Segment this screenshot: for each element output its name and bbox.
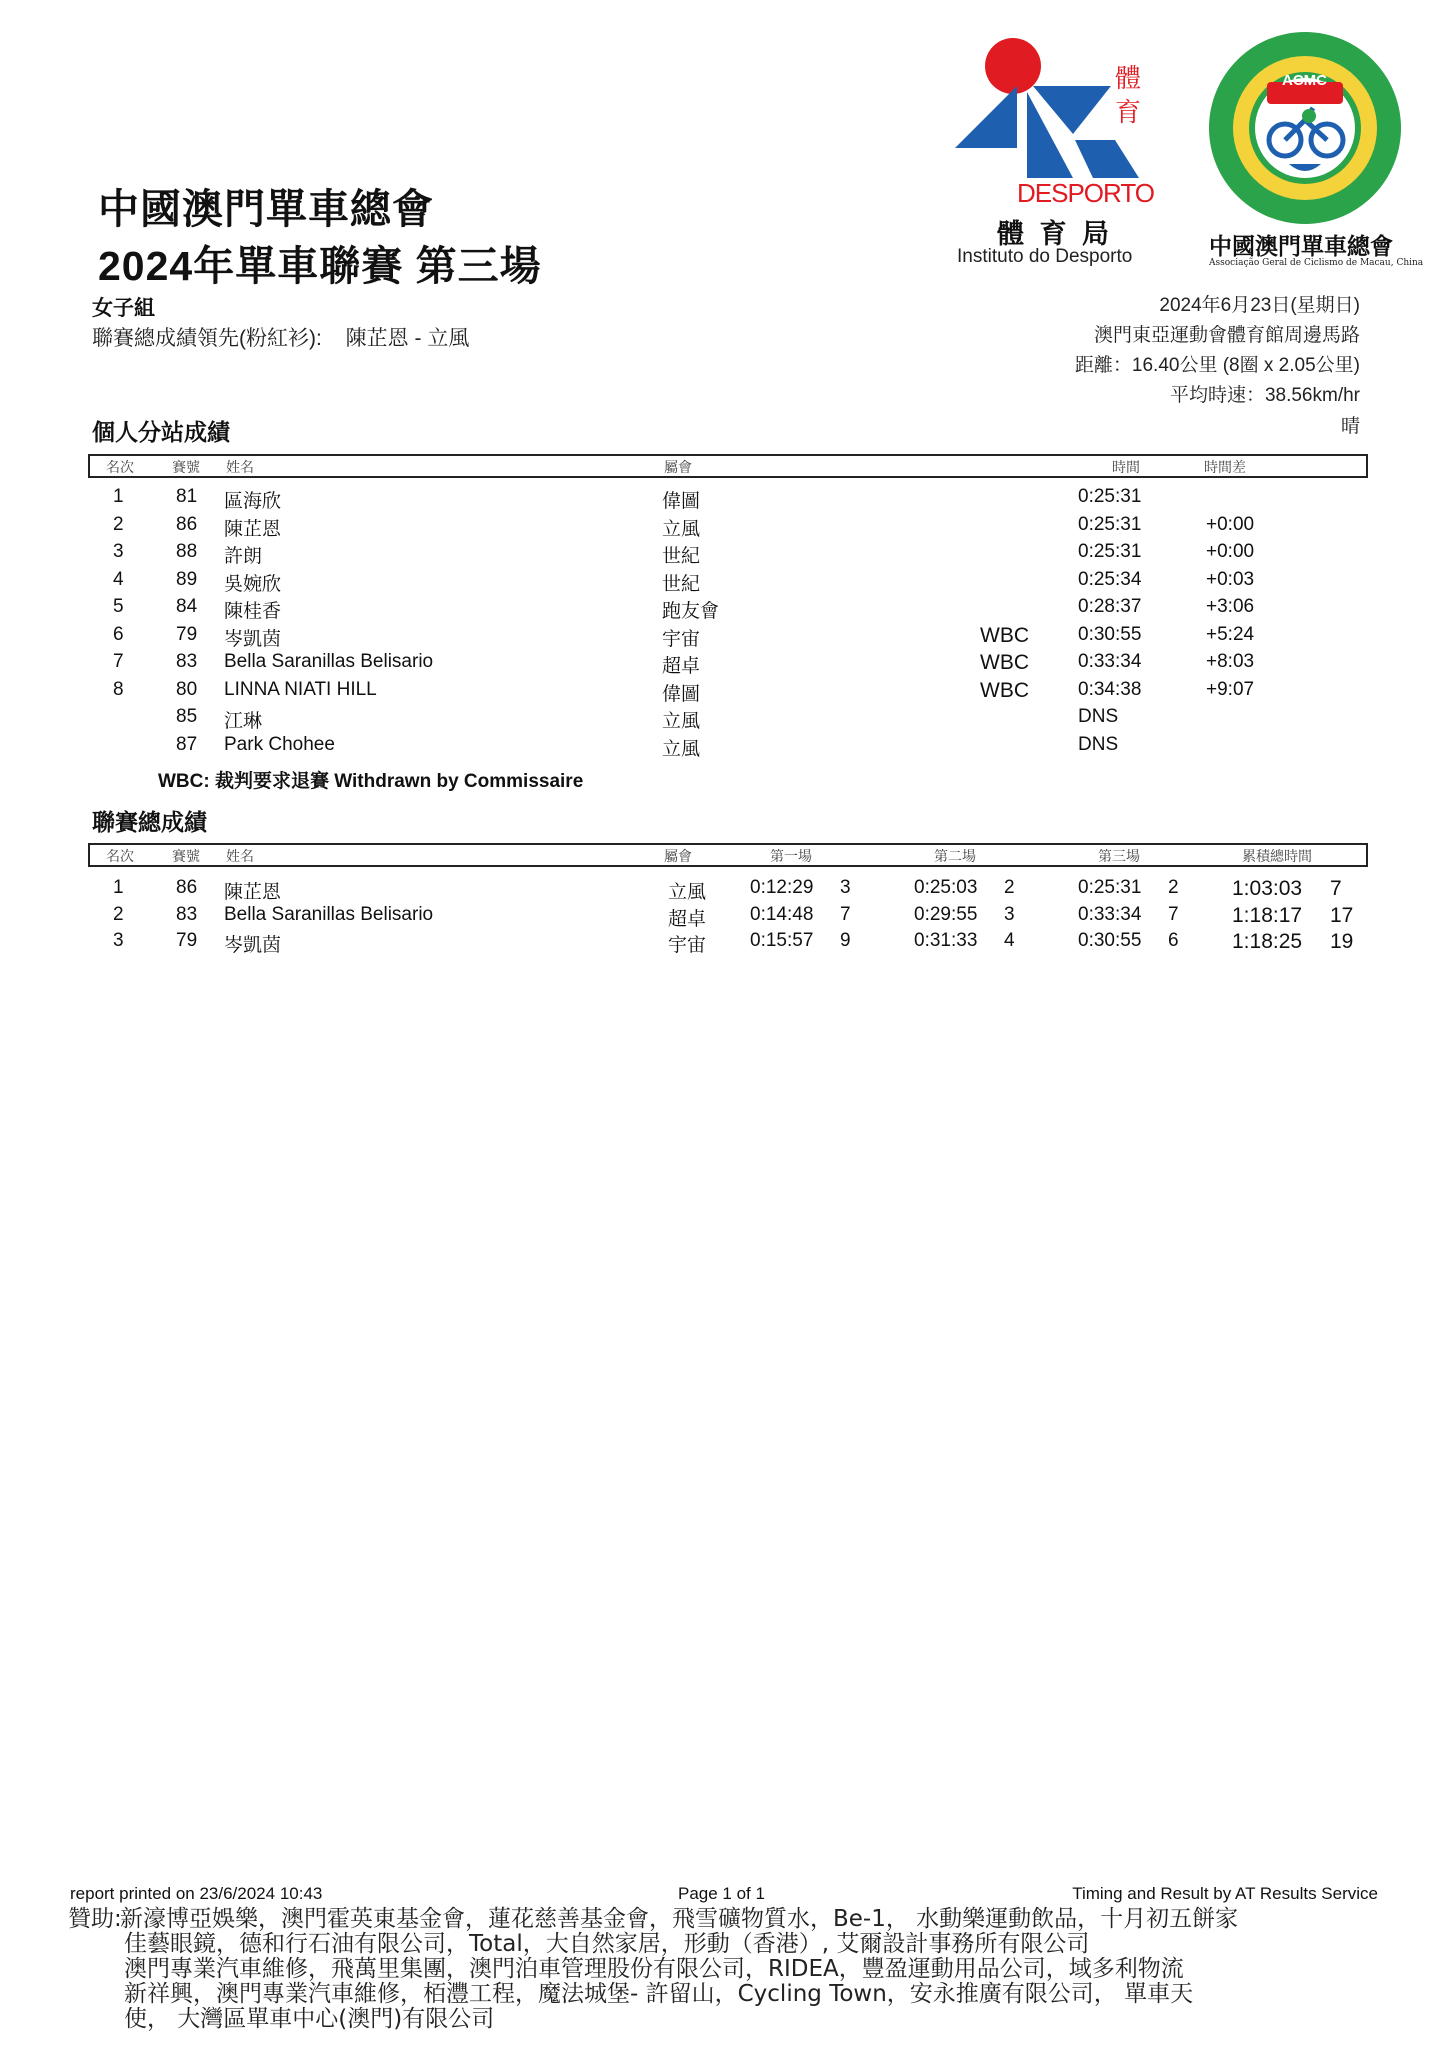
name-cell: 區海欣 — [224, 491, 282, 512]
total-points: 17 — [1330, 903, 1354, 927]
club-cell: 立風 — [662, 518, 701, 540]
round-3-points: 7 — [1168, 903, 1179, 925]
rank-cell: 6 — [113, 623, 124, 645]
event-distance: 距離：16.40公里 (8圈 x 2.05公里) — [1074, 355, 1360, 376]
league-leader — [92, 322, 469, 352]
col-round-2: 第二場 — [934, 848, 976, 864]
col-rank: 名次 — [106, 848, 134, 864]
table-row — [0, 877, 1448, 905]
name-cell: Bella Saranillas Belisario — [224, 903, 434, 925]
bib-cell: 86 — [176, 513, 198, 535]
club-cell: 宇宙 — [662, 628, 701, 650]
gap-cell: +5:24 — [1206, 623, 1255, 645]
bib-cell: 80 — [176, 678, 198, 700]
name-cell: Bella Saranillas Belisario — [224, 651, 434, 672]
total-time: 1:18:17 — [1232, 903, 1303, 927]
round-2-time: 0:31:33 — [914, 930, 978, 951]
table-row — [0, 514, 1448, 542]
club-cell: 偉圖 — [662, 683, 701, 705]
bib-cell: 89 — [176, 568, 198, 590]
club-cell: 超卓 — [662, 656, 701, 677]
gap-cell: +0:00 — [1206, 513, 1255, 535]
rank-cell: 4 — [113, 568, 124, 590]
total-points: 7 — [1330, 877, 1342, 900]
round-3-points: 2 — [1168, 877, 1179, 898]
club-cell: 世紀 — [662, 573, 701, 595]
time-cell: 0:25:31 — [1078, 513, 1142, 535]
category-label: 女子組 — [92, 297, 155, 320]
time-cell: DNS — [1078, 706, 1119, 727]
bib-cell: 79 — [176, 930, 198, 951]
table-row — [0, 624, 1448, 652]
status-cell: WBC — [980, 651, 1029, 674]
league-leader-value: 陳芷恩 - 立風 — [345, 327, 470, 350]
sponsors — [68, 1906, 1239, 2032]
sponsor-line: 澳門專業汽車維修，飛萬里集團，澳門泊車管理股份有限公司，RIDEA，豐盈運動用品公司，域多利物流 — [124, 1956, 1184, 1982]
col-club: 屬會 — [664, 459, 692, 475]
name-cell: 吳婉欣 — [224, 573, 282, 595]
col-round-3: 第三場 — [1098, 848, 1140, 864]
bib-cell: 83 — [176, 903, 198, 925]
time-cell: 0:25:34 — [1078, 568, 1142, 590]
round-2-points: 4 — [1004, 930, 1015, 951]
name-cell: 陳芷恩 — [224, 882, 282, 903]
col-name: 姓名 — [226, 459, 254, 475]
col-bib: 賽號 — [172, 459, 200, 475]
acmc-badge-text: ACMC — [1282, 72, 1327, 89]
total-points: 19 — [1330, 930, 1354, 953]
table-row — [0, 596, 1448, 624]
club-cell: 立風 — [662, 711, 701, 732]
status-cell: WBC — [980, 678, 1029, 702]
club-cell: 宇宙 — [668, 935, 707, 956]
report-title-association: 中國澳門單車總會 — [98, 186, 434, 232]
event-weather: 晴 — [1340, 416, 1360, 437]
table-row — [0, 734, 1448, 762]
club-cell: 立風 — [668, 882, 707, 903]
round-1-points: 9 — [840, 930, 851, 951]
bib-cell: 85 — [176, 706, 198, 727]
time-cell: 0:33:34 — [1078, 651, 1142, 672]
table-row — [0, 651, 1448, 679]
name-cell: LINNA NIATI HILL — [224, 678, 377, 700]
rank-cell: 3 — [113, 930, 124, 951]
gap-cell: +0:00 — [1206, 541, 1255, 562]
time-cell: DNS — [1078, 733, 1119, 755]
name-cell: 許朗 — [224, 546, 263, 567]
desporto-logo — [955, 30, 1155, 280]
timing-credit: Timing and Result by AT Results Service — [1072, 1884, 1378, 1903]
rank-cell: 5 — [113, 596, 124, 617]
round-1-time: 0:14:48 — [750, 903, 814, 925]
bib-cell: 81 — [176, 486, 198, 507]
desporto-pt-name: Instituto do Desporto — [957, 246, 1133, 267]
gap-cell: +3:06 — [1206, 596, 1255, 617]
table-row — [0, 930, 1448, 958]
league-standings-title: 聯賽總成績 — [92, 809, 207, 835]
table-row — [0, 904, 1448, 932]
round-3-points: 6 — [1168, 930, 1179, 951]
col-total: 累積總時間 — [1242, 848, 1312, 864]
desporto-cn-name: 體 育 局 — [997, 219, 1114, 249]
time-cell: 0:25:31 — [1078, 486, 1142, 507]
time-cell: 0:34:38 — [1078, 678, 1142, 700]
acmc-cn-name: 中國澳門單車總會 — [1209, 233, 1393, 260]
round-1-time: 0:12:29 — [750, 877, 814, 898]
event-average-speed: 平均時速：38.56km/hr — [1169, 385, 1360, 406]
sponsor-list — [120, 1906, 1239, 2032]
bib-cell: 84 — [176, 596, 198, 617]
club-cell: 跑友會 — [662, 601, 720, 622]
desporto-side-char-2: 育 — [1115, 97, 1142, 127]
report-title-event: 2024年單車聯賽 第三場 — [98, 243, 542, 289]
round-2-points: 2 — [1004, 877, 1015, 898]
rank-cell: 3 — [113, 541, 124, 562]
col-gap: 時間差 — [1204, 459, 1246, 475]
gap-cell: +0:03 — [1206, 568, 1255, 590]
stage-results-header — [88, 454, 1368, 478]
time-cell: 0:28:37 — [1078, 596, 1142, 617]
round-1-time: 0:15:57 — [750, 930, 814, 951]
round-2-time: 0:25:03 — [914, 877, 978, 898]
name-cell: 陳桂香 — [224, 601, 282, 622]
club-cell: 偉圖 — [662, 491, 701, 512]
bib-cell: 83 — [176, 651, 198, 672]
rank-cell: 8 — [113, 678, 124, 700]
gap-cell: +9:07 — [1206, 678, 1255, 700]
table-row — [0, 486, 1448, 514]
round-3-time: 0:25:31 — [1078, 877, 1142, 898]
acmc-badge-icon — [1205, 28, 1405, 228]
sponsor-line: 佳藝眼鏡，德和行石油有限公司，Total，大自然家居，形動（香港）, 艾爾設計事務所有限公司 — [124, 1931, 1090, 1957]
name-cell: 岑凱茵 — [224, 628, 282, 650]
stage-results-title: 個人分站成績 — [92, 419, 230, 445]
round-1-points: 7 — [840, 903, 851, 925]
status-cell: WBC — [980, 623, 1029, 647]
rank-cell: 1 — [113, 486, 124, 507]
rank-cell: 2 — [113, 513, 124, 535]
event-date: 2024年6月23日(星期日) — [1159, 295, 1360, 316]
club-cell: 世紀 — [662, 546, 701, 567]
page-number: Page 1 of 1 — [678, 1884, 765, 1903]
name-cell: 岑凱茵 — [224, 935, 282, 956]
wbc-note: WBC: 裁判要求退賽 Withdrawn by Commissaire — [158, 771, 584, 792]
desporto-wordmark: DESPORTO — [1017, 178, 1154, 208]
bib-cell: 86 — [176, 877, 198, 898]
bib-cell: 87 — [176, 733, 198, 755]
rank-cell: 2 — [113, 903, 124, 925]
gap-cell: +8:03 — [1206, 651, 1255, 672]
col-bib: 賽號 — [172, 848, 200, 864]
round-3-time: 0:30:55 — [1078, 930, 1142, 951]
total-time: 1:18:25 — [1232, 930, 1303, 953]
table-row — [0, 569, 1448, 597]
club-cell: 超卓 — [668, 908, 707, 930]
name-cell: Park Chohee — [224, 733, 335, 755]
bib-cell: 88 — [176, 541, 198, 562]
acmc-logo — [1195, 28, 1424, 278]
time-cell: 0:25:31 — [1078, 541, 1142, 562]
rank-cell: 1 — [113, 877, 124, 898]
total-time: 1:03:03 — [1232, 877, 1303, 900]
desporto-side-char-1: 體 — [1115, 63, 1142, 93]
col-club: 屬會 — [664, 848, 692, 864]
club-cell: 立風 — [662, 738, 701, 760]
round-2-points: 3 — [1004, 903, 1015, 925]
acmc-pt-name: Associação Geral de Ciclismo de Macau, China — [1209, 258, 1424, 268]
time-cell: 0:30:55 — [1078, 623, 1142, 645]
sponsor-line: 新祥興，澳門專業汽車維修，栢灃工程，魔法城堡- 許留山，Cycling Town，安永推廣有限公司， 單車天 — [124, 1981, 1194, 2007]
printed-timestamp: report printed on 23/6/2024 10:43 — [70, 1884, 323, 1903]
col-name: 姓名 — [226, 848, 254, 864]
bib-cell: 79 — [176, 623, 198, 645]
table-row — [0, 679, 1448, 707]
league-leader-label: 聯賽總成績領先(粉紅衫): — [92, 327, 322, 350]
round-3-time: 0:33:34 — [1078, 903, 1142, 925]
col-time: 時間 — [1112, 459, 1140, 475]
event-venue: 澳門東亞運動會體育館周邊馬路 — [1093, 325, 1360, 346]
name-cell: 江琳 — [224, 711, 263, 732]
table-row — [0, 541, 1448, 569]
round-2-time: 0:29:55 — [914, 903, 978, 925]
sponsor-line: 使， 大灣區單車中心(澳門)有限公司 — [124, 2006, 495, 2032]
league-standings-header — [88, 843, 1368, 867]
col-rank: 名次 — [106, 459, 134, 475]
table-row — [0, 706, 1448, 734]
name-cell: 陳芷恩 — [224, 518, 282, 540]
col-round-1: 第一場 — [770, 848, 812, 864]
sponsor-line: 新濠博亞娛樂，澳門霍英東基金會，蓮花慈善基金會，飛雪礦物質水，Be-1， 水動樂運動飲品，十月初五餅家 — [120, 1906, 1239, 1932]
sponsor-label: 贊助: — [68, 1906, 122, 1932]
rank-cell: 7 — [113, 651, 124, 672]
round-1-points: 3 — [840, 877, 851, 898]
